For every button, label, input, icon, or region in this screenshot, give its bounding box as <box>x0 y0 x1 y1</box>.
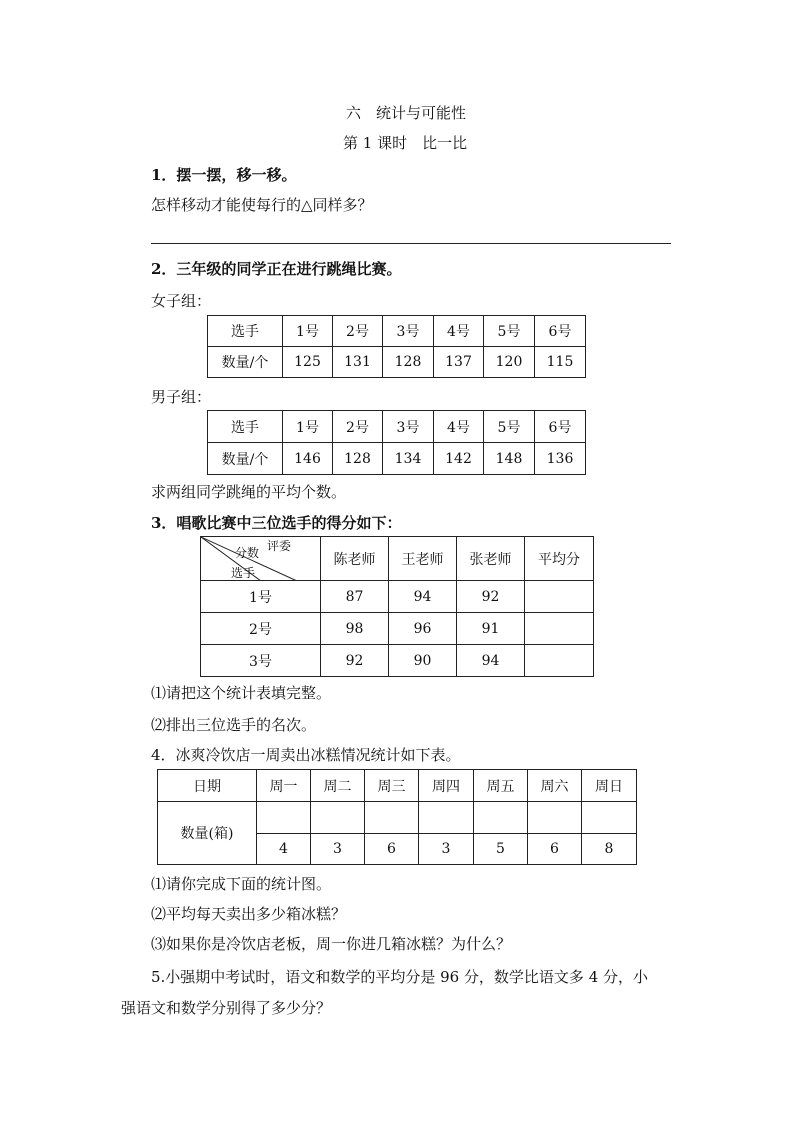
table-row <box>201 581 594 613</box>
corner-label-contestant: 选手 <box>231 566 256 580</box>
diagonal-header-cell <box>201 537 321 581</box>
blank-cell <box>525 645 594 677</box>
header-cell: 周四 <box>419 770 474 802</box>
value-cell: 146 <box>283 443 333 475</box>
chart-blank-cell <box>528 802 582 834</box>
table-header-row <box>201 537 594 581</box>
lesson-title: 第 1 课时 比一比 <box>343 134 468 152</box>
corner-label-score: 分数 <box>235 546 260 560</box>
value-cell: 120 <box>484 347 535 378</box>
value-cell: 5 <box>474 834 528 865</box>
header-cell: 周二 <box>311 770 365 802</box>
row-label: 1号 <box>201 581 321 613</box>
value-cell: 96 <box>389 613 457 645</box>
header-cell: 1号 <box>283 411 333 443</box>
header-cell: 5号 <box>484 316 535 347</box>
value-cell: 4 <box>257 834 311 865</box>
header-cell: 2号 <box>333 411 383 443</box>
table-header-row <box>208 316 586 347</box>
header-cell: 王老师 <box>389 537 457 581</box>
table-row <box>201 613 594 645</box>
q1-prompt: 怎样移动才能使每行的△同样多？ <box>151 196 373 214</box>
chart-blank-cell <box>474 802 528 834</box>
header-cell: 周五 <box>474 770 528 802</box>
q4-sub3: ⑶如果你是冷饮店老板，周一你进几箱冰糕？为什么？ <box>151 935 512 953</box>
q1-heading: 1．摆一摆，移一移。 <box>151 166 297 184</box>
header-cell: 陈老师 <box>321 537 389 581</box>
header-cell: 周三 <box>365 770 419 802</box>
q5-line1: 5.小强期中考试时，语文和数学的平均分是 96 分，数学比语文多 4 分，小 <box>151 968 649 986</box>
q3-sub1: ⑴请把这个统计表填完整。 <box>151 684 332 702</box>
value-cell: 91 <box>457 613 525 645</box>
value-cell: 128 <box>383 347 434 378</box>
q4-sub1: ⑴请你完成下面的统计图。 <box>151 875 332 893</box>
value-cell: 115 <box>535 347 586 378</box>
row-label: 数量/个 <box>208 347 283 378</box>
diagonal-lines <box>201 537 321 581</box>
header-cell: 3号 <box>383 316 434 347</box>
header-cell: 3号 <box>383 411 434 443</box>
q5-line2: 强语文和数学分别得了多少分？ <box>121 999 332 1017</box>
boys-group-label: 男子组： <box>151 388 212 406</box>
value-cell: 6 <box>365 834 419 865</box>
answer-line <box>151 243 671 244</box>
chart-blank-cell <box>365 802 419 834</box>
corner-label-judges: 评委 <box>267 539 292 553</box>
header-cell: 周日 <box>582 770 637 802</box>
value-cell: 148 <box>484 443 535 475</box>
ice-pop-sales-table <box>157 769 637 865</box>
header-cell: 选手 <box>208 411 283 443</box>
value-cell: 134 <box>383 443 434 475</box>
value-cell: 92 <box>457 581 525 613</box>
value-cell: 128 <box>333 443 383 475</box>
header-cell: 张老师 <box>457 537 525 581</box>
header-cell: 5号 <box>484 411 535 443</box>
table-row <box>158 802 637 834</box>
table-row <box>201 645 594 677</box>
q3-sub2: ⑵排出三位选手的名次。 <box>151 716 317 734</box>
girls-score-table <box>207 315 586 378</box>
chart-blank-cell <box>582 802 637 834</box>
table-row <box>208 347 586 378</box>
row-label: 2号 <box>201 613 321 645</box>
blank-cell <box>525 613 594 645</box>
header-cell: 2号 <box>333 316 383 347</box>
value-cell: 136 <box>535 443 586 475</box>
boys-score-table <box>207 410 586 475</box>
chart-blank-cell <box>311 802 365 834</box>
header-cell: 平均分 <box>525 537 594 581</box>
q2-heading: 2．三年级的同学正在进行跳绳比赛。 <box>151 260 402 278</box>
value-cell: 3 <box>419 834 474 865</box>
row-label: 数量(箱) <box>158 802 257 865</box>
table-row <box>208 443 586 475</box>
table-header-row <box>158 770 637 802</box>
value-cell: 142 <box>434 443 484 475</box>
q2-question: 求两组同学跳绳的平均个数。 <box>151 483 347 501</box>
value-cell: 98 <box>321 613 389 645</box>
blank-cell <box>525 581 594 613</box>
header-cell: 4号 <box>434 316 484 347</box>
value-cell: 92 <box>321 645 389 677</box>
row-label: 数量/个 <box>208 443 283 475</box>
header-cell: 选手 <box>208 316 283 347</box>
q3-heading: 3．唱歌比赛中三位选手的得分如下： <box>151 514 402 532</box>
header-cell: 周一 <box>257 770 311 802</box>
header-cell: 日期 <box>158 770 257 802</box>
q4-sub2: ⑵平均每天卖出多少箱冰糕？ <box>151 905 347 923</box>
header-cell: 周六 <box>528 770 582 802</box>
q4-heading: 4．冰爽冷饮店一周卖出冰糕情况统计如下表。 <box>151 746 461 764</box>
girls-group-label: 女子组： <box>151 292 212 310</box>
table-header-row <box>208 411 586 443</box>
chart-blank-cell <box>419 802 474 834</box>
header-cell: 4号 <box>434 411 484 443</box>
chart-blank-cell <box>257 802 311 834</box>
header-cell: 1号 <box>283 316 333 347</box>
header-cell: 6号 <box>535 411 586 443</box>
value-cell: 8 <box>582 834 637 865</box>
value-cell: 6 <box>528 834 582 865</box>
value-cell: 87 <box>321 581 389 613</box>
chapter-title: 六 统计与可能性 <box>346 104 467 122</box>
value-cell: 3 <box>311 834 365 865</box>
value-cell: 94 <box>457 645 525 677</box>
header-cell: 6号 <box>535 316 586 347</box>
value-cell: 125 <box>283 347 333 378</box>
value-cell: 90 <box>389 645 457 677</box>
row-label: 3号 <box>201 645 321 677</box>
singing-score-table <box>200 536 594 677</box>
value-cell: 137 <box>434 347 484 378</box>
value-cell: 131 <box>333 347 383 378</box>
value-cell: 94 <box>389 581 457 613</box>
